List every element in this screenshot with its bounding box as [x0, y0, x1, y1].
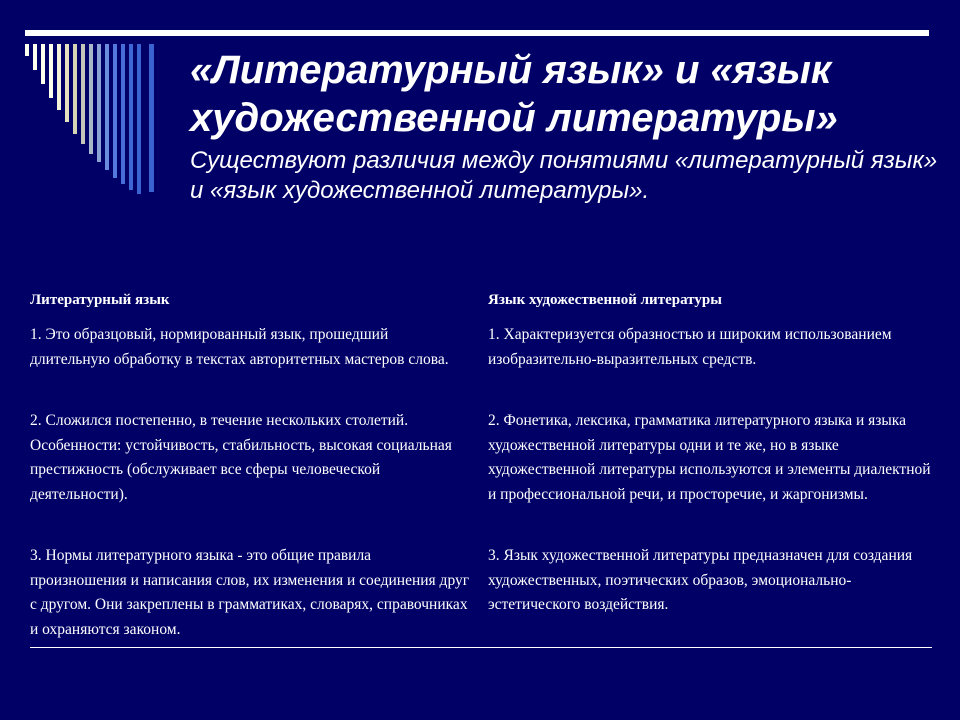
stripe-6: [65, 44, 69, 122]
decorative-stripes: [0, 0, 180, 200]
column-fiction-language: [488, 285, 932, 613]
title-block: [190, 46, 950, 206]
stripe-5: [57, 44, 61, 110]
stripe-16: [149, 44, 154, 192]
table-cell-right-1: 1. Характеризуется образностью и широким использованием изобразительно-выразительных средств.: [488, 326, 892, 368]
table-cell-left-2: 2. Сложился постепенно, в течение нескольких столетий. Особенности: устойчивость, стабильность, высокая социальная престижность (обслуживает все сферы человеческой деятельности).: [30, 412, 452, 503]
stripe-10: [97, 44, 101, 162]
stripe-15: [137, 44, 141, 194]
stripe-13: [121, 44, 125, 184]
stripe-7: [73, 44, 77, 134]
column-header-literary-language: Литературный язык: [30, 292, 170, 308]
stripe-12: [113, 44, 117, 178]
table-cell-left-3: 3. Нормы литературного языка - это общие правила произношения и написания слов, их изменения и соединения друг с другом. Они закреплены в грамматиках, словарях, справочниках и охраняются законом.: [30, 547, 470, 638]
stripe-9: [89, 44, 93, 154]
slide-title: «Литературный язык» и «язык художественной литературы»: [190, 48, 838, 140]
stripe-2: [33, 44, 37, 70]
table-cell-right-3: 3. Язык художественной литературы предназначен для создания художественных, поэтических образов, эмоционально-эстетического воздействия.: [488, 547, 913, 613]
stripe-14: [129, 44, 133, 190]
stripe-8: [81, 44, 85, 144]
slide-subtitle: Существуют различия между понятиями «литературный язык» и «язык художественной литературы».: [190, 147, 938, 204]
table-cell-left-1: 1. Это образцовый, нормированный язык, прошедший длительную обработку в текстах авторитетных мастеров слова.: [30, 326, 449, 368]
stripe-3: [41, 44, 45, 84]
table-bottom-line: [30, 647, 932, 648]
stripe-4: [49, 44, 53, 98]
table-cell-right-2: 2. Фонетика, лексика, грамматика литературного языка и языка художественной литературы одни и те же, но в языке художественной литературы используются и элементы диалектной и профессиональной речи, и просторечие, и жаргонизмы.: [488, 412, 931, 503]
stripe-1: [25, 44, 29, 56]
stripe-11: [105, 44, 109, 170]
column-literary-language: [30, 285, 470, 638]
column-header-fiction-language: Язык художественной литературы: [488, 292, 722, 308]
